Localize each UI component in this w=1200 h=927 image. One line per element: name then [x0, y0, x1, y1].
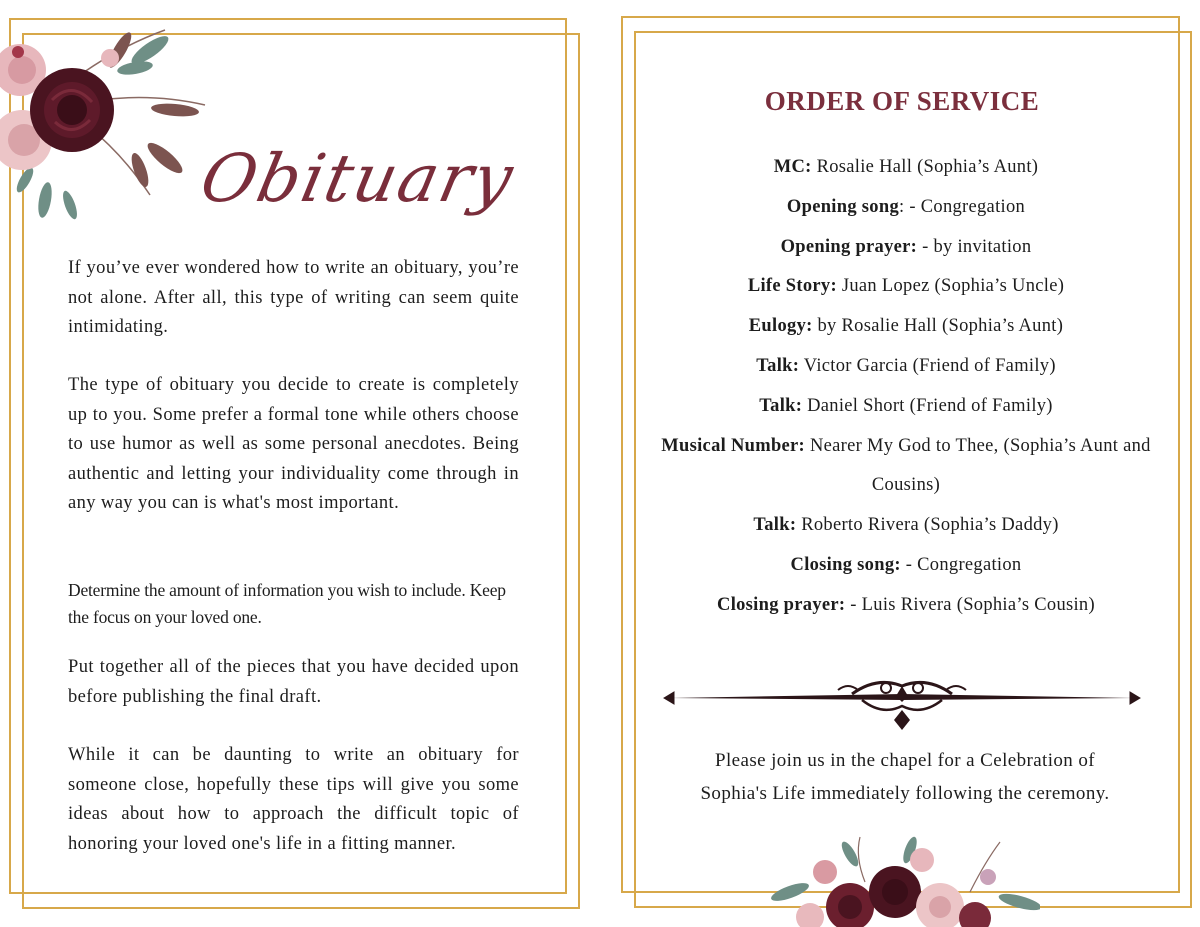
service-item-label: Talk: [756, 355, 800, 376]
service-item-text: Juan Lopez (Sophia’s Uncle) [836, 276, 1065, 297]
service-item-text: - Congregation [900, 554, 1022, 575]
service-item-label: Opening prayer: [780, 236, 918, 257]
service-item [650, 267, 1162, 307]
service-item-text: - by invitation [917, 236, 1032, 257]
service-item-label: Musical Number: [661, 435, 806, 456]
service-item [650, 586, 1162, 626]
service-item-text: Nearer My God to Thee, (Sophia’s Aunt and Cousins) [805, 435, 1151, 496]
obituary-paragraph-2: The type of obituary you decide to create is completely up to you. Some prefer a formal tone while others choose to use humor as well as some personal anecdotes. Being authentic and letting your individuality come through in any way you can is what's most important. [68, 375, 519, 513]
service-item-text: by Rosalie Hall (Sophia’s Aunt) [812, 316, 1064, 337]
obituary-paragraph-3: Determine the amount of information you wish to include. Keep the focus on your loved one. [68, 580, 506, 627]
service-item-text: Roberto Rivera (Sophia’s Daddy) [796, 515, 1059, 536]
service-item-label: Opening song [786, 196, 899, 217]
service-item [650, 307, 1162, 347]
service-item [650, 427, 1162, 507]
order-of-service-title: ORDER OF SERVICE [764, 86, 1040, 116]
service-item-label: Eulogy: [748, 316, 813, 337]
service-item [650, 546, 1162, 586]
service-item [650, 347, 1162, 387]
floral-corner-decoration [0, 10, 215, 220]
service-item [650, 228, 1162, 268]
service-item-text: Rosalie Hall (Sophia’s Aunt) [811, 157, 1039, 177]
obituary-title-text: Obituary [194, 140, 522, 217]
service-item-text: - Luis Rivera (Sophia’s Cousin) [845, 594, 1095, 615]
service-item [650, 506, 1162, 546]
obituary-title [189, 140, 522, 240]
service-item-text: Daniel Short (Friend of Family) [802, 395, 1053, 416]
service-item-label: Life Story: [747, 276, 837, 297]
service-item-label: Closing prayer: [717, 594, 846, 615]
service-item-text: Victor Garcia (Friend of Family) [799, 355, 1056, 376]
service-item-label: Talk: [759, 395, 803, 416]
ornamental-divider [662, 676, 1142, 734]
service-item [650, 387, 1162, 427]
closing-line-1: Please join us in the chapel for a Celebration of [715, 750, 1095, 771]
floral-bottom-decoration [770, 832, 1040, 927]
obituary-paragraph-5: While it can be daunting to write an obituary for someone close, hopefully these tips will give you some ideas about how to approach the difficult topic of honoring your loved one's life in a fitting manner. [68, 745, 519, 854]
service-item [650, 148, 1162, 188]
service-item-label: Closing song: [790, 554, 901, 575]
closing-line-2: Sophia's Life immediately following the ceremony. [700, 782, 1110, 804]
service-item-text: : - Congregation [899, 196, 1026, 217]
service-item-label: Talk: [753, 515, 797, 536]
service-item-label: MC: [773, 157, 812, 177]
service-item [650, 188, 1162, 228]
order-of-service-list [650, 148, 1162, 626]
closing-message [660, 745, 1150, 810]
obituary-paragraph-1: If you’ve ever wondered how to write an obituary, you’re not alone. After all, this type of writing can seem quite intimidating. [68, 258, 519, 337]
obituary-paragraph-4: Put together all of the pieces that you have decided upon before publishing the final draft. [68, 657, 519, 707]
